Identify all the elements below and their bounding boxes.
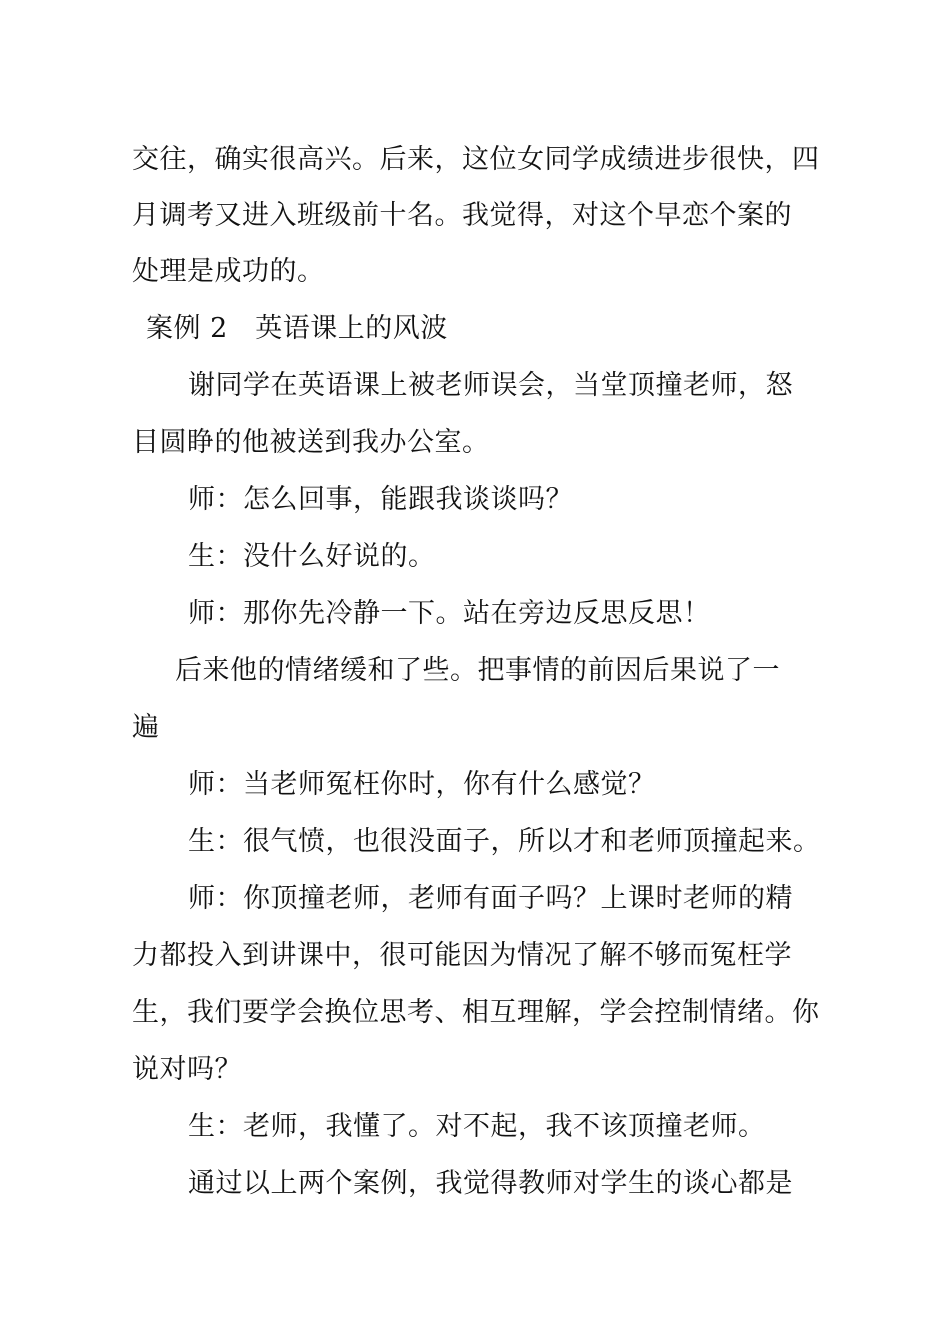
case-heading: 案例 2 英语课上的风波 [146,313,448,344]
paragraph-line: 遍 [132,712,160,743]
dialogue-line: 生：老师，我懂了。对不起，我不该顶撞老师。 [188,1111,766,1142]
paragraph-line: 谢同学在英语课上被老师误会，当堂顶撞老师，怒 [188,370,793,401]
paragraph-line: 月调考又进入班级前十名。我觉得，对这个早恋个案的 [132,200,792,231]
paragraph-line: 处理是成功的。 [132,256,325,287]
dialogue-line: 生：没什么好说的。 [188,541,436,572]
dialogue-line: 师：你顶撞老师，老师有面子吗？上课时老师的精 [188,883,793,914]
paragraph-line: 生，我们要学会换位思考、相互理解，学会控制情绪。你 [132,997,820,1028]
paragraph-line: 通过以上两个案例，我觉得教师对学生的谈心都是 [188,1168,793,1199]
paragraph-line: 说对吗？ [132,1054,242,1085]
dialogue-line: 生：很气愤，也很没面子，所以才和老师顶撞起来。 [188,826,821,857]
paragraph-line: 目圆睁的他被送到我办公室。 [132,427,490,458]
dialogue-line: 师：当老师冤枉你时，你有什么感觉？ [188,769,656,800]
dialogue-line: 师：那你先冷静一下。站在旁边反思反思！ [188,598,711,629]
paragraph-line: 交往，确实很高兴。后来，这位女同学成绩进步很快，四 [132,144,820,175]
paragraph-line: 力都投入到讲课中，很可能因为情况了解不够而冤枉学 [132,940,792,971]
paragraph-line: 后来他的情绪缓和了些。把事情的前因后果说了一 [175,655,780,686]
dialogue-line: 师：怎么回事，能跟我谈谈吗？ [188,484,573,515]
